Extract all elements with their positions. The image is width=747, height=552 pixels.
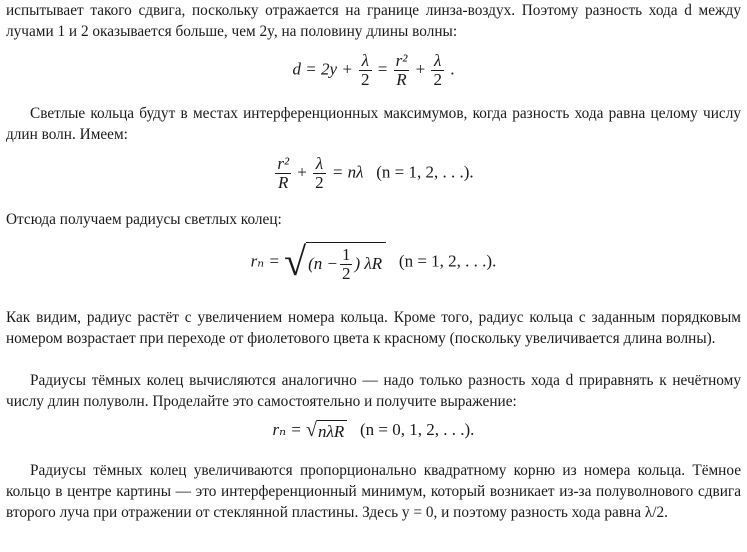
eq3-condition: (n = 1, 2, . . .). bbox=[398, 251, 497, 271]
eq1-end: . bbox=[450, 59, 455, 79]
paragraph-5: Радиусы тёмных колец вычисляются аналогично — надо только разность хода d приравнять к нечётному числу длин полуволн. Проделайте это самостоятельно и получите выражение: bbox=[6, 372, 741, 410]
eq2-plus: + bbox=[297, 162, 307, 182]
eq2-frac-lambda-2: $\frac{\lambda}{2}$ bbox=[315, 154, 324, 192]
paragraph-1: испытывает такого сдвига, поскольку отражается на границе линза-воздух. Поэтому разность хода d между лучами 1 и 2 оказывается больше, чем 2y, на половину длины волны: bbox=[6, 2, 741, 40]
eq2-rhs: = nλ bbox=[331, 162, 364, 182]
sqrt-sign-small: √ nλR bbox=[306, 420, 347, 442]
eq4-condition: (n = 0, 1, 2, . . .). bbox=[360, 420, 475, 439]
eq3-lhs: rₙ = bbox=[250, 251, 280, 271]
eq2-frac-r2-R: $\frac{\text{r²}}{R}$ bbox=[277, 154, 290, 192]
eq1-frac-lambda-2: $\frac{\lambda}{2}$ bbox=[361, 51, 370, 89]
eq1-equals: = bbox=[377, 59, 388, 79]
equation-path-difference bbox=[6, 52, 741, 89]
sqrt-sign: √ (n − $\frac{1}{2}$ ) λR bbox=[284, 242, 386, 283]
eq3-frac-half: $\frac{1}{2}$ bbox=[341, 245, 351, 283]
eq1-lhs: d = 2y + bbox=[292, 59, 353, 79]
paragraph-2: Светлые кольца будут в местах интерференционных максимумов, когда разность хода равна целому числу длин волн. Имеем: bbox=[6, 105, 741, 143]
eq1-frac-lambda-2b: $\frac{\lambda}{2}$ bbox=[433, 51, 442, 89]
eq1-plus: + bbox=[415, 59, 426, 79]
paragraph-3: Отсюда получаем радиусы светлых колец: bbox=[6, 211, 282, 228]
equation-bright-radius bbox=[6, 239, 741, 284]
eq2-condition: (n = 1, 2, . . .). bbox=[376, 162, 474, 182]
paragraph-6: Радиусы тёмных колец увеличиваются пропорционально квадратному корню из номера кольца. Тёмное кольцо в центре картины — это интерференционный минимум, который возникает из-за полуволнового сдвига второго луча при отражении от стеклянной пластины. Здесь y = 0, и поэтому разность хода равна λ/2. bbox=[6, 462, 741, 521]
paragraph-4: Как видим, радиус растёт с увеличением номера кольца. Кроме того, радиус кольца с заданным порядковым номером возрастает при переходе от фиолетового цвета к красному (поскольку увеличивается длина волны). bbox=[6, 309, 741, 347]
eq4-root: nλR bbox=[318, 422, 345, 442]
equation-bright-condition bbox=[6, 155, 741, 192]
eq4-lhs: rₙ = bbox=[272, 420, 302, 439]
eq3-inner1: (n − bbox=[308, 254, 338, 274]
eq1-frac-r2-R: $\frac{\text{r²}}{R}$ bbox=[395, 51, 408, 89]
eq3-inner2: ) λR bbox=[354, 254, 383, 274]
equation-dark-radius bbox=[6, 420, 741, 442]
